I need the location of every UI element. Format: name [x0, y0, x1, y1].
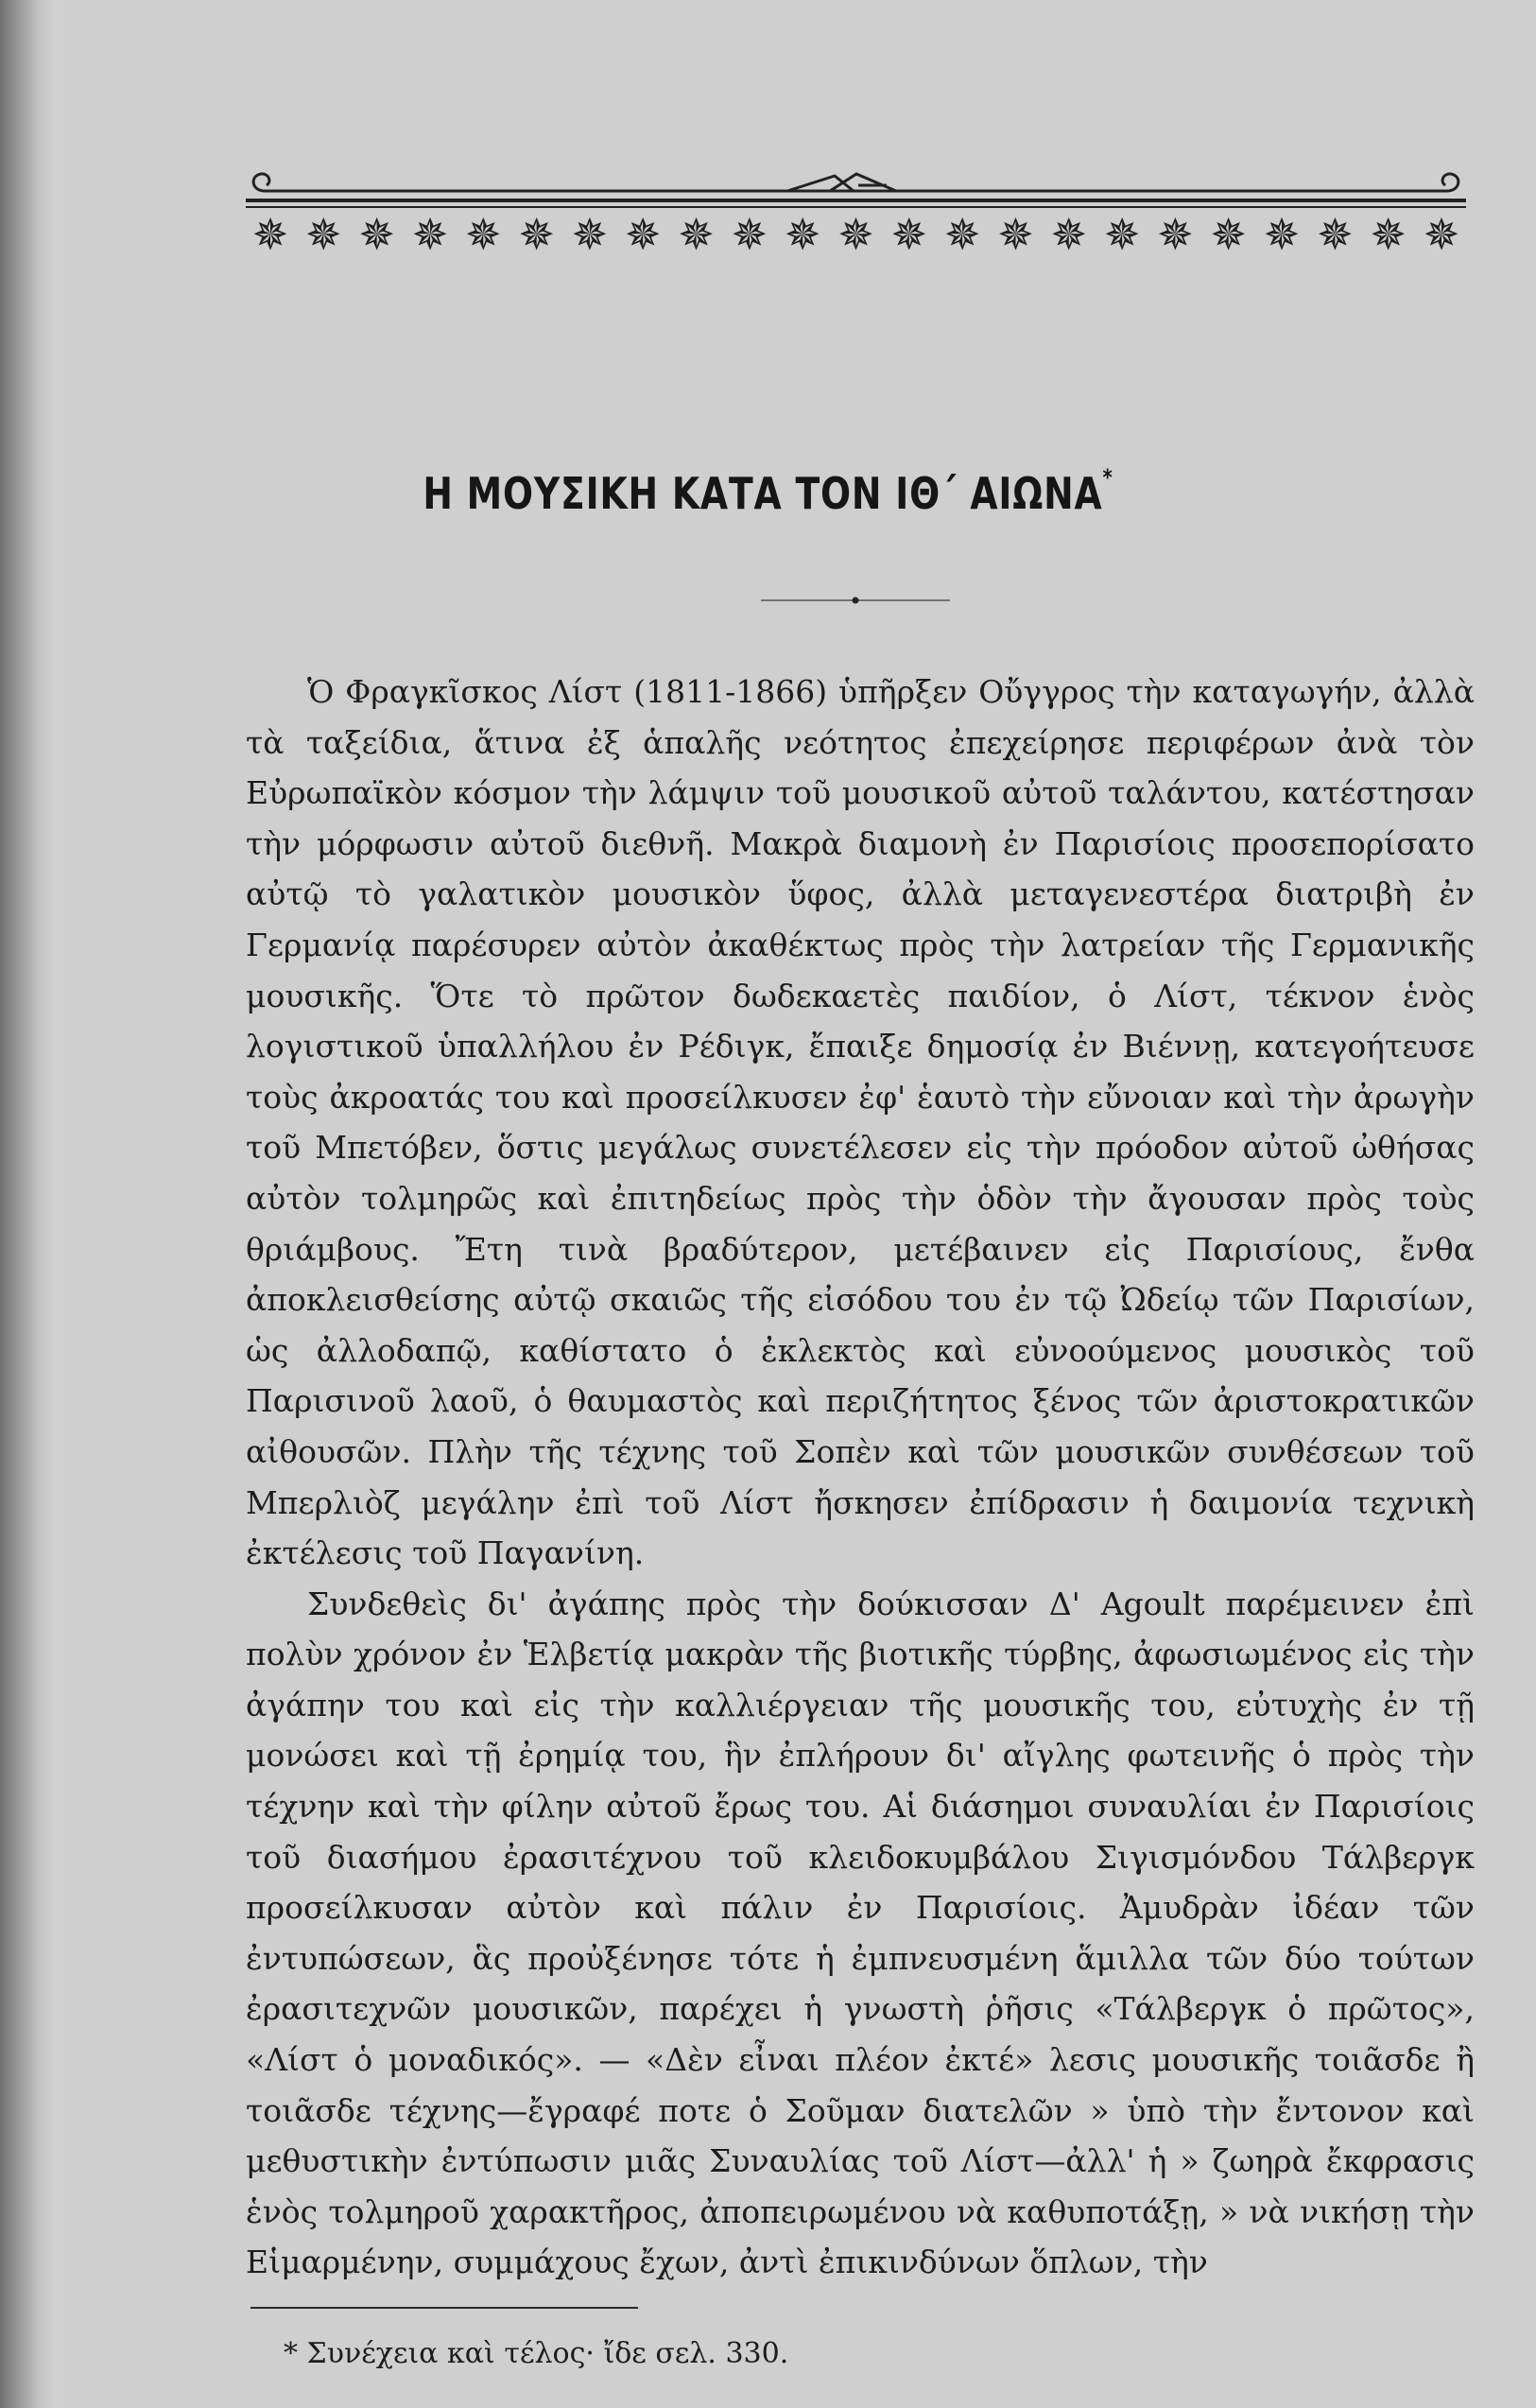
ornament-star-icon: ✵	[1050, 209, 1088, 260]
ornament-star-icon: ✵	[411, 209, 449, 260]
title-footnote-mark: *	[1102, 464, 1113, 491]
ornament-star-icon: ✵	[1263, 209, 1301, 260]
ornament-star-icon: ✵	[624, 209, 662, 260]
ornament-star-icon: ✵	[305, 209, 342, 260]
ornament-star-icon: ✵	[1317, 209, 1354, 260]
ornament-star-icon: ✵	[943, 209, 981, 260]
ornament-star-icon: ✵	[890, 209, 928, 260]
title-divider-icon	[761, 594, 950, 607]
ornament-star-icon: ✵	[1423, 209, 1460, 260]
ornament-star-icon: ✵	[251, 209, 289, 260]
scroll-rule-ornament-icon	[244, 170, 1468, 274]
ornament-star-icon: ✵	[784, 209, 821, 260]
paragraph-2: Συνδεθεὶς δι' ἀγάπης πρὸς τὴν δούκισσαν Δ' Agoult παρέμεινεν ἐπὶ πολὺν χρόνον ἐν Ἑλβετίᾳ μακρὰν τῆς βιοτικῆς τύρβης, ἀφωσιωμένος εἰς τὴν ἀγάπην του καὶ εἰς τὴν καλλιέργειαν τῆς μουσικῆς του, εὐτυχὴς ἐν τῇ μονώσει καὶ τῇ ἐρημίᾳ του, ἣν ἐπλήρουν δι' αἴγλης φωτεινῆς ὁ πρὸς τὴν τέχνην καὶ τὴν φίλην αὐτοῦ ἔρως του. Αἱ διάσημοι συναυλίαι ἐν Παρισίοις τοῦ διασήμου ἐρασιτέχνου τοῦ κλειδοκυμβάλου Σιγισμόνδου Τάλβεργκ προσείλκυσαν αὐτὸν καὶ πάλιν ἐν Παρισίοις. Ἀμυδρὰν ἰδέαν τῶν ἐντυπώσεων, ἃς προὐξένησε τότε ἡ ἐμπνευσμένη ἅμιλλα τῶν δύο τούτων ἐρασιτεχνῶν μουσικῶν, παρέχει ἡ γνωστὴ ῥῆσις «Τάλβεργκ ὁ πρῶτος», «Λίστ ὁ μοναδικός». — «Δὲν εἶναι πλέον ἐκτέ» λεσις μουσικῆς τοιᾶσδε ἢ τοιᾶσδε τέχνης—ἔγραφέ ποτε ὁ Σοῦμαν διατελῶν » ὑπὸ τὴν ἔντονον καὶ μεθυστικὴν ἐντύπωσιν μιᾶς Συναυλίας τοῦ Λίστ—ἀλλ' ἡ » ζωηρὰ ἔκφρασις ἑνὸς τολμηροῦ χαρακτῆρος, ἀποπειρωμένου νὰ καθυποτάξῃ, » νὰ νικήσῃ τὴν Εἱμαρμένην, συμμάχους ἔχων, ἀντὶ ἐπικινδύνων ὅπλων, τὴν	[246, 1585, 1475, 2281]
article-title	[138, 464, 1398, 519]
footnote: * Συνέχεια καὶ τέλος· ἴδε σελ. 330.	[284, 2337, 789, 2370]
ornament-star-icon: ✵	[1103, 209, 1141, 260]
ornament-star-icon: ✵	[571, 209, 609, 260]
article-title-text: Η ΜΟΥΣΙΚΗ ΚΑΤΑ ΤΟΝ ΙΘ΄ ΑΙΩΝΑ	[423, 468, 1103, 519]
ornament-star-icon: ✵	[997, 209, 1034, 260]
footnote-rule	[250, 2307, 638, 2309]
ornament-star-icon: ✵	[678, 209, 715, 260]
article-body	[246, 667, 1475, 2288]
ornament-star-icon: ✵	[518, 209, 555, 260]
ornament-star-icon: ✵	[358, 209, 395, 260]
ornament-star-icon: ✵	[465, 209, 502, 260]
ornament-star-icon: ✵	[731, 209, 768, 260]
book-binding-edge	[0, 0, 57, 2408]
ornament-star-icon: ✵	[1370, 209, 1407, 260]
paragraph-1: Ὁ Φραγκῖσκος Λίστ (1811-1866) ὑπῆρξεν Οὔγγρος τὴν καταγωγήν, ἀλλὰ τὰ ταξείδια, ἅτινα ἐξ ἁπαλῆς νεότητος ἐπεχείρησε περιφέρων ἀνὰ τὸν Εὐρωπαϊκὸν κόσμον τὴν λάμψιν τοῦ μουσικοῦ αὐτοῦ ταλάντου, κατέστησαν τὴν μόρφωσιν αὐτοῦ διεθνῆ. Μακρὰ διαμονὴ ἐν Παρισίοις προσεπορίσατο αὐτῷ τὸ γαλατικὸν μουσικὸν ὕφος, ἀλλὰ μεταγενεστέρα διατριβὴ ἐν Γερμανίᾳ παρέσυρεν αὐτὸν ἀκαθέκτως πρὸς τὴν λατρείαν τῆς Γερμανικῆς μουσικῆς. Ὅτε τὸ πρῶτον δωδεκαετὲς παιδίον, ὁ Λίστ, τέκνον ἑνὸς λογιστικοῦ ὑπαλλήλου ἐν Ρέδιγκ, ἔπαιξε δημοσίᾳ ἐν Βιέννῃ, κατεγοήτευσε τοὺς ἀκροατάς του καὶ προσείλκυσεν ἐφ' ἑαυτὸ τὴν εὔνοιαν καὶ τὴν ἀρωγὴν τοῦ Μπετόβεν, ὅστις μεγάλως συνετέλεσεν εἰς τὴν πρόοδον αὐτοῦ ὠθήσας αὐτὸν τολμηρῶς καὶ ἐπιτηδείως πρὸς τὴν ὁδὸν τὴν ἄγουσαν πρὸς τοὺς θριάμβους. Ἔτη τινὰ βραδύτερον, μετέβαινεν εἰς Παρισίους, ἔνθα ἀποκλεισθείσης αὐτῷ σκαιῶς τῆς εἰσόδου του ἐν τῷ Ὠδείῳ τῶν Παρισίων, ὡς ἀλλοδαπῷ, καθίστατο ὁ ἐκλεκτὸς καὶ εὐνοούμενος μουσικὸς τοῦ Παρισινοῦ λαοῦ, ὁ θαυμαστὸς καὶ περιζήτητος ξένος τῶν ἀριστοκρατικῶν αἰθουσῶν. Πλὴν τῆς τέχνης τοῦ Σοπὲν καὶ τῶν μουσικῶν συνθέσεων τοῦ Μπερλιὸζ μεγάλην ἐπὶ τοῦ Λίστ ἤσκησεν ἐπίδρασιν ἡ δαιμονία τεχνικὴ ἐκτέλεσις τοῦ Παγανίνη.	[246, 673, 1475, 1572]
ornament-star-icon: ✵	[1210, 209, 1247, 260]
ornament-star-icon: ✵	[837, 209, 874, 260]
ornament-star-icon: ✵	[1157, 209, 1194, 260]
